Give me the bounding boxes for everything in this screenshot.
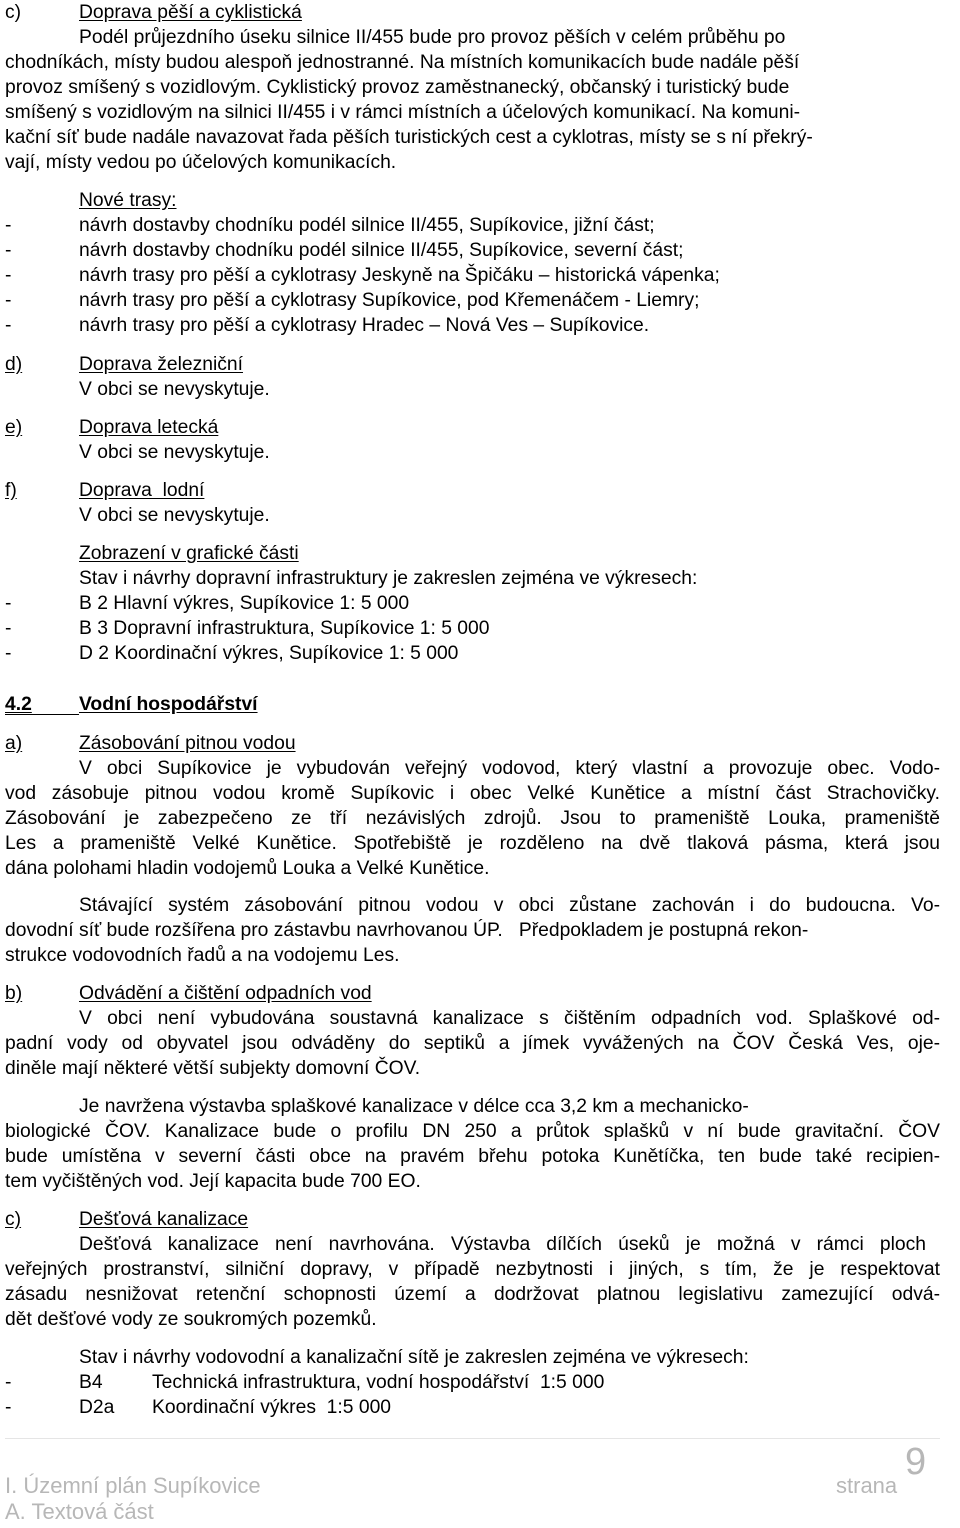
section-title: Vodní hospodářství bbox=[79, 694, 258, 715]
section-d-text: V obci se nevyskytuje. bbox=[79, 379, 270, 400]
section-number: 4.2 bbox=[5, 694, 32, 715]
list-dash: - bbox=[5, 1372, 12, 1393]
paragraph-line: Stávající systém zásobování pitnou vodou v obci zůstane zachován i do budoucna. Vo- bbox=[79, 895, 940, 916]
section-d-heading: Doprava železniční bbox=[79, 354, 243, 375]
drawing-code: B4 bbox=[79, 1372, 103, 1393]
section-f-marker: f) bbox=[5, 480, 17, 501]
paragraph-line: Dešťová kanalizace není navrhována. Výstavba dílčích úseků je možná v rámci ploch bbox=[79, 1234, 926, 1255]
footer-rule bbox=[5, 1438, 940, 1439]
water-c-marker: c) bbox=[5, 1209, 22, 1230]
paragraph-line: zásadu nesnižovat retenční schopnosti území a dodržovat platnou legislativu zamezující odvá- bbox=[5, 1284, 940, 1305]
section-number-underline bbox=[5, 692, 79, 715]
list-dash: - bbox=[5, 315, 12, 336]
section-d-marker: d) bbox=[5, 354, 23, 375]
paragraph-line: chodníkách, místy budou alespoň jednostranné. Na místních komunikacích bude nadále pěší bbox=[5, 52, 800, 73]
paragraph-line: smíšený s vozidlovým na silnici II/455 i v rámci místních a účelových komunikací. Na komuni- bbox=[5, 102, 801, 123]
footer-page-label: strana bbox=[836, 1473, 898, 1498]
section-e-heading: Doprava letecká bbox=[79, 417, 219, 438]
water-c-heading: Dešťová kanalizace bbox=[79, 1209, 249, 1230]
paragraph-line: vod zásobuje pitnou vodou kromě Supíkovic i obec Velké Kunětice a místní část Strachovičky. bbox=[5, 783, 940, 804]
graphic-intro: Stav i návrhy dopravní infrastruktury je zakreslen zejména ve výkresech: bbox=[79, 568, 698, 589]
graphic-heading: Zobrazení v grafické části bbox=[79, 543, 299, 564]
water-a-marker: a) bbox=[5, 733, 23, 754]
drawing-item: B 2 Hlavní výkres, Supíkovice 1: 5 000 bbox=[79, 593, 410, 614]
list-item: návrh trasy pro pěší a cyklotrasy Hradec – Nová Ves – Supíkovice. bbox=[79, 315, 650, 336]
paragraph-line: Zásobování je zabezpečeno ze tří nezávislých zdrojů. Jsou to prameniště Louka, prameniště bbox=[5, 808, 940, 829]
section-c-marker: c) bbox=[5, 2, 22, 23]
list-dash: - bbox=[5, 618, 12, 639]
paragraph-line: diněle mají některé větší subjekty domovní ČOV. bbox=[5, 1058, 421, 1079]
list-dash: - bbox=[5, 240, 12, 261]
section-f-text: V obci se nevyskytuje. bbox=[79, 505, 270, 526]
section-f-heading: Doprava lodní bbox=[79, 480, 205, 501]
water-c-intro: Stav i návrhy vodovodní a kanalizační sítě je zakreslen zejména ve výkresech: bbox=[79, 1347, 749, 1368]
page-number: 9 bbox=[905, 1441, 927, 1483]
paragraph-line: dovodní síť bude rozšířena pro zástavbu navrhovanou ÚP. Předpokladem je postupná rekon- bbox=[5, 920, 809, 941]
paragraph-line: V obci není vybudována soustavná kanalizace s čištěním odpadních vod. Splaškové od- bbox=[79, 1008, 940, 1029]
section-c-heading: Doprava pěší a cyklistická bbox=[79, 2, 302, 23]
drawing-label: Technická infrastruktura, vodní hospodářství 1:5 000 bbox=[152, 1372, 605, 1393]
paragraph-line: veřejných prostranství, silniční dopravy, v případě nezbytnosti i jiných, s tím, že je respektovat bbox=[5, 1259, 940, 1280]
water-a-heading: Zásobování pitnou vodou bbox=[79, 733, 296, 754]
paragraph-line: bude umístěna v severní části obce na pravém břehu potoka Kunětíčka, ten bude také recipien- bbox=[5, 1146, 940, 1167]
paragraph-line: V obci Supíkovice je vybudován veřejný vodovod, který vlastní a provozuje obec. Vodo- bbox=[79, 758, 940, 779]
list-dash: - bbox=[5, 593, 12, 614]
list-item: návrh trasy pro pěší a cyklotrasy Jeskyně na Špičáku – historická vápenka; bbox=[79, 265, 720, 286]
paragraph-line: biologické ČOV. Kanalizace bude o profilu DN 250 a průtok splašků v ní bude gravitační. ČOV bbox=[5, 1121, 940, 1142]
paragraph-line: tem vyčištěných vod. Její kapacita bude 700 EO. bbox=[5, 1171, 421, 1192]
footer-part-title: A. Textová část bbox=[5, 1499, 154, 1524]
paragraph-line: vají, místy vedou po účelových komunikacích. bbox=[5, 152, 397, 173]
paragraph-line: dět dešťové vody ze soukromých pozemků. bbox=[5, 1309, 377, 1330]
paragraph-line: padní vody od obyvatel jsou odváděny do septiků a jímek vyvážených na ČOV Česká Ves, oje- bbox=[5, 1033, 940, 1054]
list-item: návrh dostavby chodníku podél silnice II/455, Supíkovice, jižní část; bbox=[79, 215, 655, 236]
list-dash: - bbox=[5, 265, 12, 286]
section-e-marker: e) bbox=[5, 417, 23, 438]
footer-document-title: I. Územní plán Supíkovice bbox=[5, 1473, 261, 1498]
paragraph-line: Podél průjezdního úseku silnice II/455 bude pro provoz pěších v celém průběhu po bbox=[79, 27, 786, 48]
list-dash: - bbox=[5, 643, 12, 664]
paragraph-line: dána polohami hladin vodojemů Louka a Velké Kunětice. bbox=[5, 858, 490, 879]
list-dash: - bbox=[5, 215, 12, 236]
drawing-item: B 3 Dopravní infrastruktura, Supíkovice 1: 5 000 bbox=[79, 618, 490, 639]
paragraph-line: Je navržena výstavba splaškové kanalizace v délce cca 3,2 km a mechanicko- bbox=[79, 1096, 749, 1117]
paragraph-line: strukce vodovodních řadů a na vodojemu Les. bbox=[5, 945, 400, 966]
list-item: návrh trasy pro pěší a cyklotrasy Supíkovice, pod Křemenáčem - Liemry; bbox=[79, 290, 700, 311]
section-e-text: V obci se nevyskytuje. bbox=[79, 442, 270, 463]
paragraph-line: provoz smíšený s vozidlovým. Cyklistický provoz zaměstnanecký, občanský i turistický bude bbox=[5, 77, 790, 98]
list-dash: - bbox=[5, 1397, 12, 1418]
drawing-label: Koordinační výkres 1:5 000 bbox=[152, 1397, 392, 1418]
paragraph-line: Les a prameniště Velké Kunětice. Spotřebiště je rozděleno na dvě tlaková pásma, která jsou bbox=[5, 833, 940, 854]
water-b-marker: b) bbox=[5, 983, 23, 1004]
drawing-code: D2a bbox=[79, 1397, 115, 1418]
list-dash: - bbox=[5, 290, 12, 311]
list-item: návrh dostavby chodníku podél silnice II/455, Supíkovice, severní část; bbox=[79, 240, 684, 261]
drawing-item: D 2 Koordinační výkres, Supíkovice 1: 5 000 bbox=[79, 643, 459, 664]
water-b-heading: Odvádění a čištění odpadních vod bbox=[79, 983, 372, 1004]
paragraph-line: kační síť bude nadále navazovat řada pěších turistických cest a cyklotras, místy se s ní překrý- bbox=[5, 127, 813, 148]
new-routes-title: Nové trasy: bbox=[79, 190, 177, 211]
